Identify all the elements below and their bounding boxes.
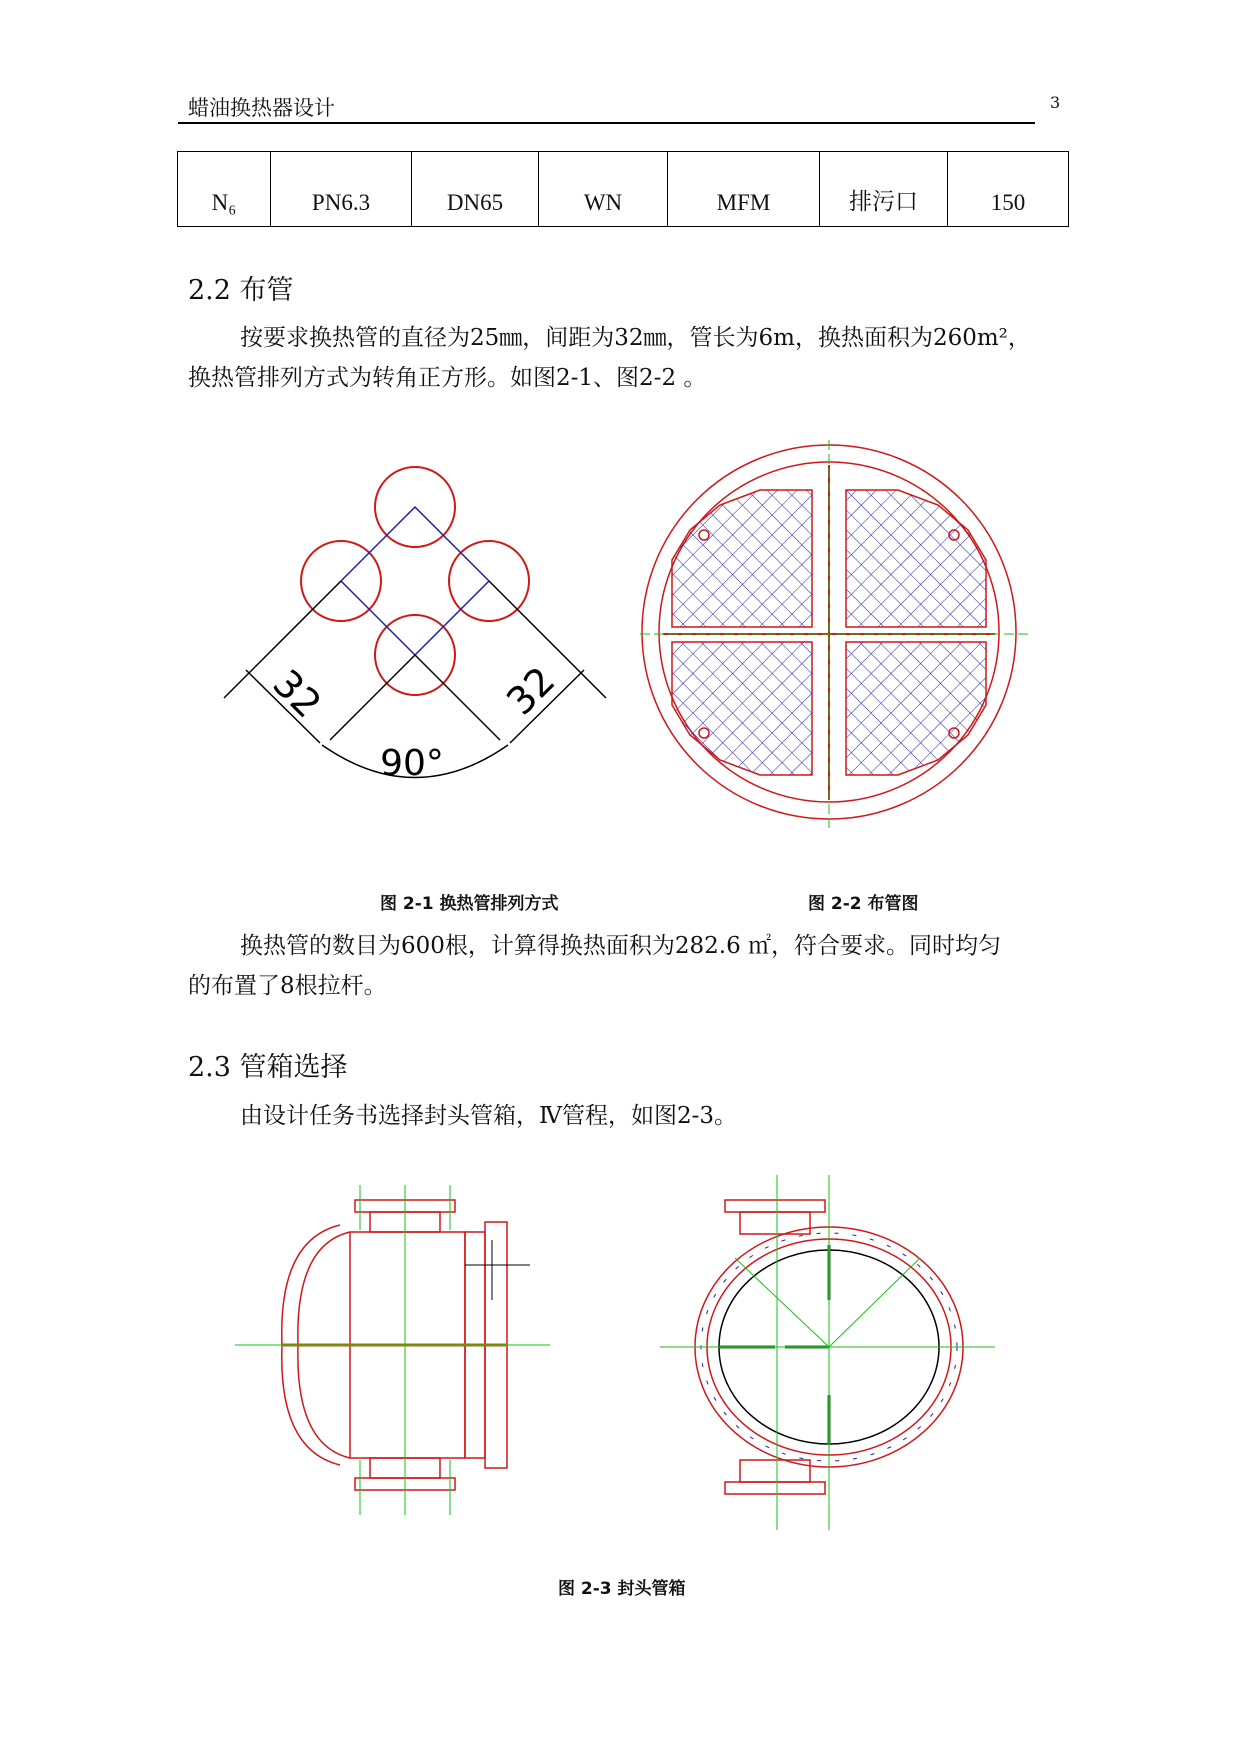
figure-2-3-end-view — [650, 1165, 1010, 1535]
paragraph-line: 换热管排列方式为转角正方形。如图2-1、图2-2 。 — [188, 365, 707, 391]
tube-quadrant — [846, 642, 986, 775]
paragraph-line: 的布置了8根拉杆。 — [188, 973, 387, 999]
paragraph-line: 换热管的数目为600根，计算得换热面积为282.6 ㎡，符合要求。同时均匀 — [240, 933, 1002, 959]
running-header-title: 蜡油换热器设计 — [188, 96, 335, 120]
figure-caption-2-2: 图 2-2 布管图 — [808, 894, 919, 914]
table-cell: N₆ — [178, 152, 271, 227]
table-cell: 150 — [948, 152, 1069, 227]
figure-2-2-tube-layout — [635, 435, 1035, 835]
paragraph-line: 按要求换热管的直径为25㎜，间距为32㎜，管长为6m，换热面积为260m²， — [240, 325, 1031, 351]
table-cell: PN6.3 — [271, 152, 412, 227]
tube-quadrant — [672, 490, 812, 627]
section-heading-2-3: 2.3 管箱选择 — [188, 1052, 348, 1083]
dimension-label-left: 32 — [264, 661, 330, 727]
table-cell: MFM — [668, 152, 820, 227]
figure-caption-2-3: 图 2-3 封头管箱 — [558, 1579, 686, 1599]
dimension-label-right: 32 — [498, 658, 564, 724]
header-rule — [178, 122, 1035, 124]
figure-2-1-tube-arrangement — [220, 455, 620, 815]
nozzle-top — [740, 1212, 810, 1234]
angle-label: 90° — [380, 743, 444, 784]
nozzle-table — [177, 151, 1069, 227]
table-cell: WN — [539, 152, 668, 227]
pitch-square — [341, 507, 489, 655]
table-cell: DN65 — [412, 152, 539, 227]
paragraph-line: 由设计任务书选择封头管箱，Ⅳ管程，如图2-3。 — [240, 1103, 738, 1129]
figure-2-3-side-view — [230, 1180, 570, 1530]
page-number: 3 — [1050, 93, 1061, 112]
nozzle-bottom — [740, 1460, 810, 1482]
tube-quadrant — [672, 642, 812, 775]
tube-quadrant — [846, 490, 986, 627]
table-row — [178, 152, 1069, 227]
figure-caption-2-1: 图 2-1 换热管排列方式 — [380, 894, 559, 914]
section-heading-2-2: 2.2 布管 — [188, 275, 294, 306]
table-cell: 排污口 — [820, 152, 948, 227]
